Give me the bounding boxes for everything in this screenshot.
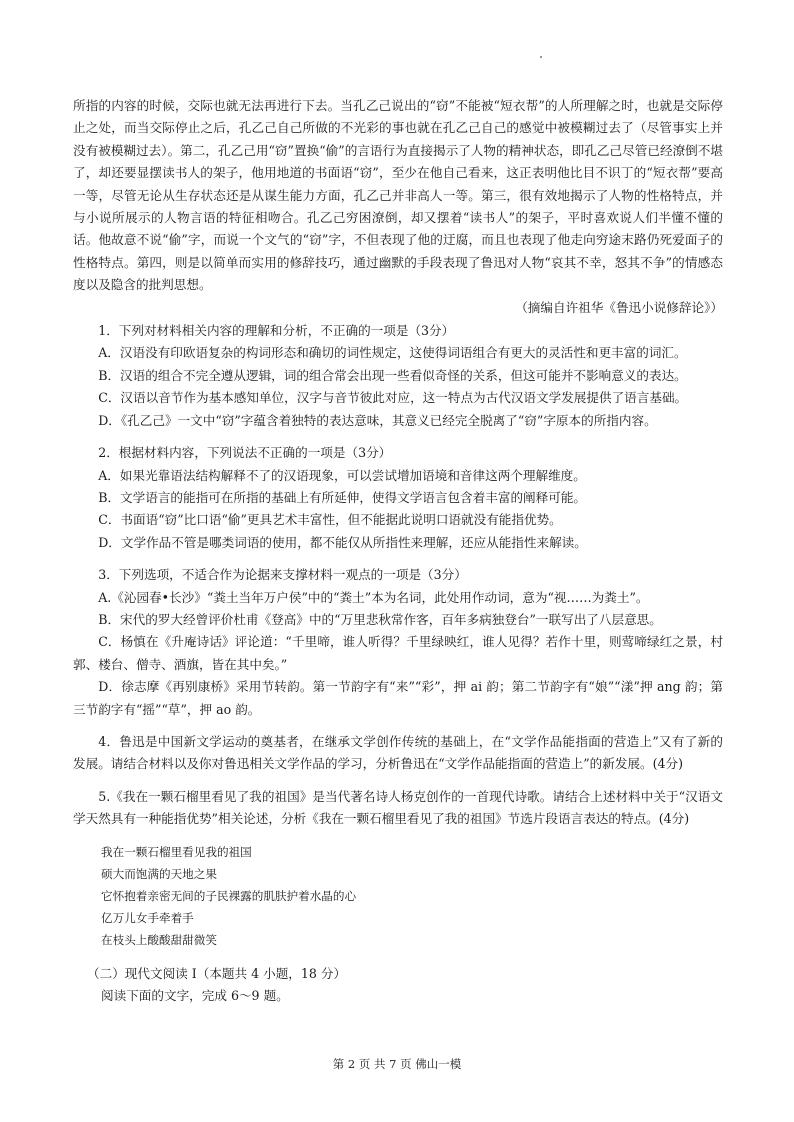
poem-line: 在枝头上酸酸甜甜微笑 bbox=[101, 932, 217, 947]
question-stem: 4．鲁迅是中国新文学运动的奠基者，在继承文学创作传统的基础上，在“文学作品能指面的营造上”又有了新的发展。请结合材料以及你对鲁迅相关文学作品的学习，分析鲁迅在“文学作品能指面的营造上”的新发展。(4分) bbox=[73, 733, 723, 772]
option-b: B．文学语言的能指可在所指的基础上有所延伸，使得文学语言包含着丰富的阐释可能。 bbox=[98, 489, 587, 505]
question-3 bbox=[73, 564, 723, 721]
passage-text: 所指的内容的时候，交际也就无法再进行下去。当孔乙己说出的“窃”不能被“短衣帮”的人所理解之时，也就是交际停止之处，而当交际停止之后，孔乙己自己所做的不光彩的事也就在孔乙己自己的感觉中被模糊过去了（尽管事实上并没有被模糊过去）。第二，孔乙己用“窃”置换“偷”的言语行为直接揭示了人物的精神状态，即孔乙己尽管已经潦倒不堪了，却还要显摆读书人的架子，他用地道的书面语“窃”，至少在他自己看来，这正表明他比目不识丁的“短衣帮”要高一等，尽管无论从生存状态还是从谋生能力方面，孔乙己并非高人一等。第三，很有效地揭示了人物的性格特点，并与小说所展示的人物言语的特征相吻合。孔乙己穷困潦倒，却又摆着“读书人”的架子，平时喜欢说人们半懂不懂的话。他故意不说“偷”字，而说一个文气的“窃”字，不但表现了他的迂腐，而且也表现了他走向穷途末路仍死爱面子的性格特点。第四，则是以简单而实用的修辞技巧，通过幽默的手段表现了鲁迅对人物“哀其不幸，怒其不争”的情感态度以及隐含的批判思想。 bbox=[73, 98, 723, 293]
option-a: A．汉语没有印欧语复杂的构词形态和确切的词性规定，这使得词语组合有更大的灵活性和更丰富的词汇。 bbox=[98, 345, 687, 361]
option-a: A．如果光靠语法结构解释不了的汉语现象，可以尝试增加语境和音律这两个理解维度。 bbox=[98, 467, 586, 483]
option-a: A.《沁园春•长沙》“粪土当年万户侯”中的“粪土”本为名词，此处用作动词，意为“视……为粪土”。 bbox=[98, 589, 649, 605]
question-stem: 3．下列选项，不适合作为论据来支撑材料一观点的一项是（3分） bbox=[98, 567, 467, 583]
question-stem: 5.《我在一颗石榴里看见了我的祖国》是当代著名诗人杨克创作的一首现代诗歌。请结合上述材料中关于“汉语文学天然具有一种能指优势”相关论述，分析《我在一颗石榴里看见了我的祖国》节选片段语言表达的特点。(4分) bbox=[73, 788, 723, 827]
poem-line: 硕大而饱满的天地之果 bbox=[101, 866, 217, 881]
option-b: B．宋代的罗大经曾评价杜甫《登高》中的“万里悲秋常作客，百年多病独登台”一联写出了八层意思。 bbox=[98, 611, 662, 627]
option-d: D．文学作品不管是哪类词语的使用，都不能仅从所指性来理解，还应从能指性来解读。 bbox=[98, 534, 587, 550]
question-stem: 1．下列对材料相关内容的理解和分析，不正确的一项是（3分） bbox=[98, 323, 455, 339]
page-footer: 第 2 页 共 7 页 佛山一模 bbox=[332, 1057, 462, 1071]
question-stem: 2．根据材料内容，下列说法不正确的一项是（3分） bbox=[98, 445, 392, 461]
poem-line: 我在一颗石榴里看见我的祖国 bbox=[101, 844, 252, 859]
option-c: C．书面语“窃”比口语“偷”更具艺术丰富性，但不能据此说明口语就没有能指优势。 bbox=[98, 512, 562, 528]
option-c: C．汉语以音节作为基本感知单位，汉字与音节彼此对应，这一特点为古代汉语文学发展提供了语言基础。 bbox=[98, 390, 688, 406]
question-2 bbox=[73, 442, 723, 554]
question-1 bbox=[73, 320, 723, 432]
poem-excerpt bbox=[73, 841, 723, 951]
option-d: D．《孔乙己》一文中“窃”字蕴含着独特的表达意味，其意义已经完全脱离了“窃”字原本的所指内容。 bbox=[98, 412, 657, 428]
option-c: C．杨慎在《升庵诗话》评论道：“千里啼，谁人听得？千里绿映红，谁人见得？若作十里，则莺啼绿红之景，村郭、楼台、僧寺、酒旗，皆在其中矣。” bbox=[73, 634, 723, 672]
poem-line: 它怀抱着亲密无间的子民裸露的肌肤护着水晶的心 bbox=[101, 888, 357, 903]
question-5 bbox=[73, 786, 723, 831]
section-instruction: 阅读下面的文字，完成 6～9 题。 bbox=[101, 987, 289, 1003]
section-header bbox=[73, 963, 723, 1007]
decorative-dot bbox=[540, 56, 542, 58]
poem-line: 亿万儿女手牵着手 bbox=[101, 910, 194, 925]
passage-source: （摘编自许祖华《鲁迅小说修辞论》） bbox=[515, 299, 723, 315]
question-4 bbox=[73, 731, 723, 776]
option-b: B．汉语的组合不完全遵从逻辑，词的组合常会出现一些看似奇怪的关系，但这可能并不影响意义的表达。 bbox=[98, 367, 687, 383]
section-title: （二）现代文阅读 I（本题共 4 小题，18 分） bbox=[87, 965, 347, 981]
content-area bbox=[73, 95, 723, 1007]
option-d: D．徐志摩《再别康桥》采用节转韵。第一节韵字有“来”“彩”，押 ai 韵；第二节韵字有“娘”“漾”押 ang 韵；第三节韵字有“摇”“草”，押 ao 韵。 bbox=[73, 679, 723, 717]
